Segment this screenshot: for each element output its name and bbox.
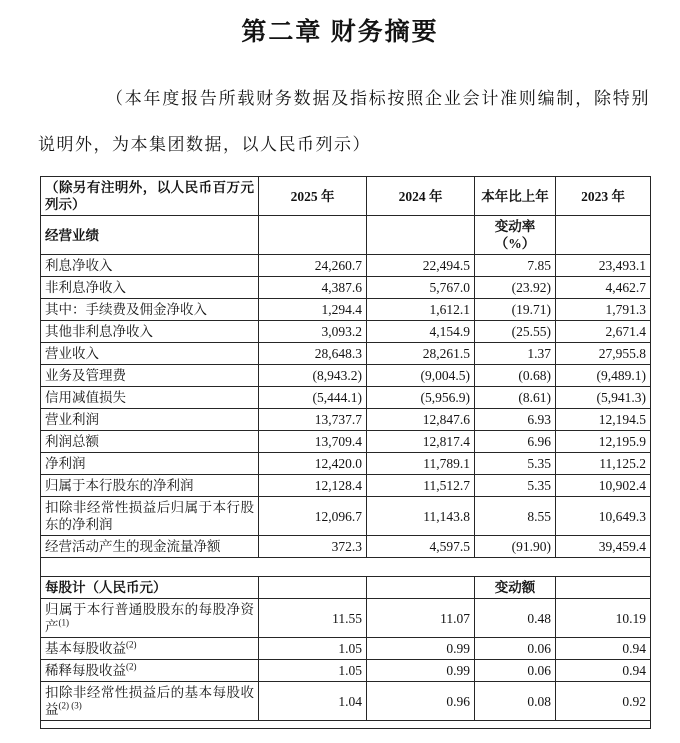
value-cell: 5.35 — [475, 453, 556, 475]
value-cell: 11,125.2 — [556, 453, 651, 475]
row-label: 扣除非经常性损益后归属于本行股东的净利润 — [45, 500, 254, 532]
value-cell: 1,612.1 — [367, 299, 475, 321]
row-label-cell — [41, 299, 259, 321]
value-cell: 11,512.7 — [367, 475, 475, 497]
table-row — [41, 255, 651, 277]
table-header-row — [41, 177, 651, 216]
value-cell: 1.05 — [259, 638, 367, 660]
section-change-cell — [259, 577, 367, 599]
row-label: 营业收入 — [45, 346, 99, 361]
value-cell: 372.3 — [259, 536, 367, 558]
value-cell: 4,154.9 — [367, 321, 475, 343]
unit-note-cell — [41, 177, 259, 216]
value-cell: (9,004.5) — [367, 365, 475, 387]
value-cell: 0.94 — [556, 638, 651, 660]
value-cell: 8.55 — [475, 497, 556, 536]
value-cell: 13,737.7 — [259, 409, 367, 431]
value-cell: 0.08 — [475, 682, 556, 721]
spacer-cell — [41, 558, 651, 577]
row-label: 归属于本行股东的净利润 — [45, 478, 194, 493]
value-cell: 0.96 — [367, 682, 475, 721]
row-label-cell — [41, 577, 259, 599]
value-cell: 12,195.9 — [556, 431, 651, 453]
row-label: 经营活动产生的现金流量净额 — [45, 539, 221, 554]
value-cell: 0.94 — [556, 660, 651, 682]
row-label: 净利润 — [45, 456, 86, 471]
value-cell: 24,260.7 — [259, 255, 367, 277]
row-label-cell — [41, 660, 259, 682]
row-label: 归属于本行普通股股东的每股净资产 — [45, 602, 254, 634]
value-cell: (25.55) — [475, 321, 556, 343]
section-change-cell — [259, 216, 367, 255]
value-cell: 39,459.4 — [556, 536, 651, 558]
section-change-cell — [367, 216, 475, 255]
row-label: 其中：手续费及佣金净收入 — [45, 302, 207, 317]
value-cell: 6.96 — [475, 431, 556, 453]
value-cell: (23.92) — [475, 277, 556, 299]
value-cell: 1.37 — [475, 343, 556, 365]
table-row — [41, 536, 651, 558]
value-cell: 3,093.2 — [259, 321, 367, 343]
spacer-cell — [41, 721, 651, 729]
value-cell: 13,709.4 — [259, 431, 367, 453]
value-cell: 12,194.5 — [556, 409, 651, 431]
row-label-cell — [41, 255, 259, 277]
value-cell: 27,955.8 — [556, 343, 651, 365]
value-cell: 1.05 — [259, 660, 367, 682]
value-cell: (8,943.2) — [259, 365, 367, 387]
row-label-cell — [41, 409, 259, 431]
value-cell: 4,387.6 — [259, 277, 367, 299]
value-cell: 10.19 — [556, 599, 651, 638]
spacer-row — [41, 721, 651, 729]
value-cell: 6.93 — [475, 409, 556, 431]
footnote-ref: (1) — [58, 617, 69, 628]
value-cell: 11.55 — [259, 599, 367, 638]
col-header: 2023 年 — [556, 177, 651, 216]
col-header: 2024 年 — [367, 177, 475, 216]
row-label-cell — [41, 475, 259, 497]
table-row — [41, 475, 651, 497]
value-cell: (91.90) — [475, 536, 556, 558]
row-label: 其他非利息净收入 — [45, 324, 153, 339]
row-label: 每股计（人民币元） — [45, 580, 167, 595]
row-label: 基本每股收益 — [45, 641, 126, 656]
value-cell: 11.07 — [367, 599, 475, 638]
value-cell: 28,261.5 — [367, 343, 475, 365]
row-label: 业务及管理费 — [45, 368, 126, 383]
unit-note: （除另有注明外，以人民币百万元列示） — [45, 180, 254, 212]
table-row — [41, 409, 651, 431]
table-row — [41, 365, 651, 387]
section-change-cell — [556, 216, 651, 255]
section-change-cell: 变动额 — [475, 577, 556, 599]
row-label-cell — [41, 497, 259, 536]
footnote-ref: (2) — [126, 639, 137, 650]
value-cell: 0.06 — [475, 638, 556, 660]
section-change-cell: 变动率（%） — [475, 216, 556, 255]
value-cell: 10,649.3 — [556, 497, 651, 536]
page-title: 第二章 财务摘要 — [241, 19, 439, 46]
table-row — [41, 387, 651, 409]
value-cell: 7.85 — [475, 255, 556, 277]
row-label-cell — [41, 453, 259, 475]
value-cell: 2,671.4 — [556, 321, 651, 343]
row-label: 稀释每股收益 — [45, 663, 126, 678]
table-row — [41, 431, 651, 453]
value-cell: 0.99 — [367, 660, 475, 682]
table-row — [41, 682, 651, 721]
value-cell: 0.48 — [475, 599, 556, 638]
value-cell: (8.61) — [475, 387, 556, 409]
value-cell: 12,847.6 — [367, 409, 475, 431]
value-cell: (0.68) — [475, 365, 556, 387]
row-label-cell — [41, 343, 259, 365]
value-cell: (5,956.9) — [367, 387, 475, 409]
row-label-cell — [41, 321, 259, 343]
value-cell: 11,143.8 — [367, 497, 475, 536]
row-label-cell — [41, 365, 259, 387]
row-label-cell — [41, 277, 259, 299]
footnote-ref: (2) (3) — [58, 700, 82, 711]
table-row — [41, 321, 651, 343]
value-cell: 0.92 — [556, 682, 651, 721]
value-cell: (5,941.3) — [556, 387, 651, 409]
financial-summary-page — [0, 12, 680, 729]
footnote-ref: (2) — [126, 661, 137, 672]
row-label: 经营业绩 — [45, 227, 99, 243]
value-cell: 5,767.0 — [367, 277, 475, 299]
table-row — [41, 343, 651, 365]
value-cell: 11,789.1 — [367, 453, 475, 475]
row-label-cell — [41, 216, 259, 255]
value-cell: 10,902.4 — [556, 475, 651, 497]
value-cell: 4,597.5 — [367, 536, 475, 558]
spacer-row — [41, 558, 651, 577]
table-row — [41, 599, 651, 638]
row-label-cell — [41, 638, 259, 660]
value-cell: 1.04 — [259, 682, 367, 721]
table-body — [41, 177, 651, 729]
table-row — [41, 453, 651, 475]
section-row — [41, 216, 651, 255]
value-cell: 4,462.7 — [556, 277, 651, 299]
row-label: 非利息净收入 — [45, 280, 126, 295]
value-cell: 1,791.3 — [556, 299, 651, 321]
value-cell: 1,294.4 — [259, 299, 367, 321]
col-header: 2025 年 — [259, 177, 367, 216]
value-cell: (9,489.1) — [556, 365, 651, 387]
value-cell: 12,817.4 — [367, 431, 475, 453]
table-row — [41, 660, 651, 682]
row-label-cell — [41, 599, 259, 638]
row-label: 信用减值损失 — [45, 390, 126, 405]
value-cell: 22,494.5 — [367, 255, 475, 277]
value-cell: 12,128.4 — [259, 475, 367, 497]
row-label-cell — [41, 536, 259, 558]
value-cell: (5,444.1) — [259, 387, 367, 409]
value-cell: 23,493.1 — [556, 255, 651, 277]
value-cell: 12,420.0 — [259, 453, 367, 475]
value-cell: 12,096.7 — [259, 497, 367, 536]
section-change-cell — [367, 577, 475, 599]
section-row — [41, 577, 651, 599]
table-row — [41, 638, 651, 660]
table-row — [41, 299, 651, 321]
financial-table — [40, 176, 651, 729]
row-label: 营业利润 — [45, 412, 99, 427]
row-label: 利润总额 — [45, 434, 99, 449]
row-label: 扣除非经常性损益后的基本每股收益 — [45, 685, 254, 717]
row-label-cell — [41, 431, 259, 453]
value-cell: 5.35 — [475, 475, 556, 497]
value-cell: 28,648.3 — [259, 343, 367, 365]
table-row — [41, 497, 651, 536]
value-cell: 0.06 — [475, 660, 556, 682]
table-row — [41, 277, 651, 299]
row-label: 利息净收入 — [45, 258, 113, 273]
col-header: 本年比上年 — [475, 177, 556, 216]
row-label-cell — [41, 387, 259, 409]
section-change-cell — [556, 577, 651, 599]
intro-note: （本年度报告所载财务数据及指标按照企业会计准则编制，除特别说明外，为本集团数据，以人民币列示） — [38, 89, 650, 154]
row-label-cell — [41, 682, 259, 721]
value-cell: (19.71) — [475, 299, 556, 321]
value-cell: 0.99 — [367, 638, 475, 660]
